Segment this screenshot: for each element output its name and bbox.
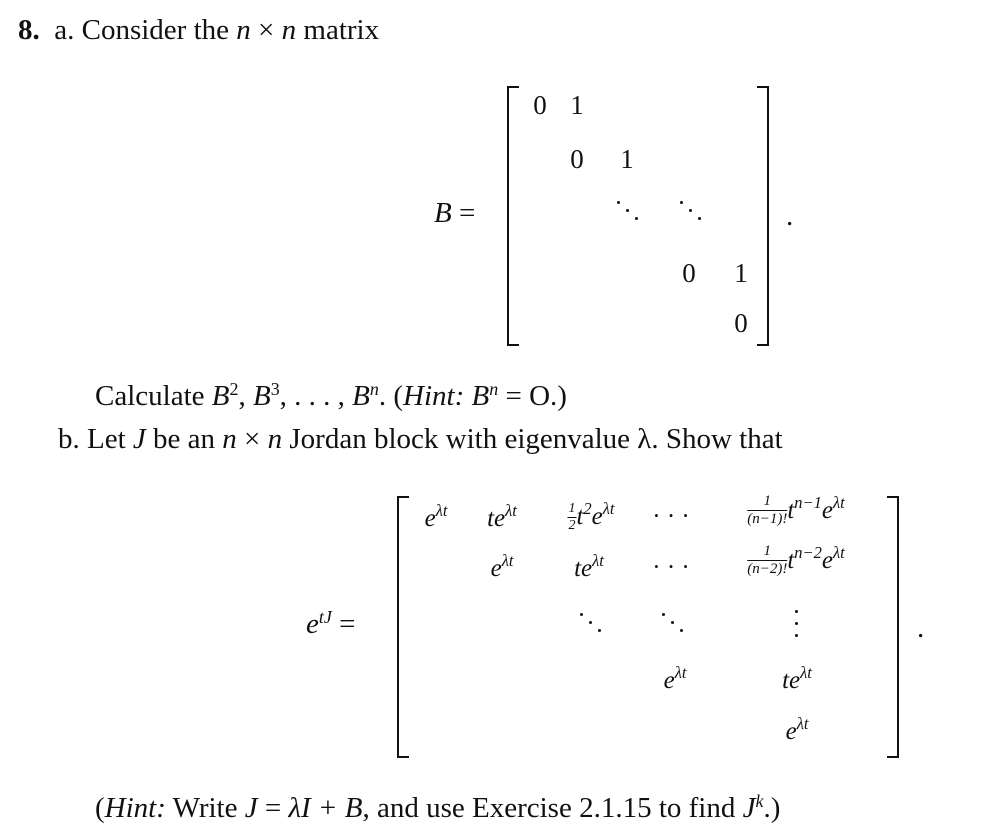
power-exponent: 2	[229, 379, 239, 400]
ddots-mark	[689, 209, 692, 212]
equals-sign: =	[505, 380, 522, 412]
equals-sign: =	[339, 608, 356, 640]
fraction-one-half: $\frac{1}{2}$	[568, 500, 576, 533]
hint-label: Hint:	[403, 380, 465, 412]
ddots-mark	[580, 613, 583, 616]
entry-frac1: $\frac{1}{(n-1)!}$ $t^{n-1}e^{\lambda t}$	[747, 492, 845, 527]
matrix-b-lhs	[434, 197, 475, 230]
ddots-mark	[698, 217, 701, 220]
fraction-n-minus-2: $\frac{1}{(n-2)!}$	[747, 542, 788, 577]
power-exponent: n	[489, 379, 499, 400]
power-base: B	[352, 380, 370, 412]
paren: .)	[550, 380, 567, 412]
paren: (	[95, 792, 105, 824]
ddots-mark	[626, 209, 629, 212]
part-a-heading	[18, 14, 379, 47]
e-base: e	[306, 608, 319, 640]
calculate-word: Calculate	[95, 380, 205, 412]
paren: (	[393, 380, 404, 412]
entry-exp: $e^{\lambda t}$	[424, 500, 448, 532]
ddots-mark	[662, 613, 665, 616]
power-exponent: n	[369, 379, 379, 400]
power-base: B	[252, 380, 271, 412]
matrix-entry: 0	[570, 144, 584, 174]
vdots-mark	[795, 634, 798, 637]
entry-exp: $e^{\lambda t}$	[785, 713, 809, 745]
entry-t-exp: $te^{\lambda t}$	[782, 662, 812, 694]
matrix-entry: 0	[533, 90, 547, 120]
n-symbol: n	[267, 423, 283, 455]
exponent: k	[755, 791, 764, 812]
matrix-word: matrix	[303, 14, 380, 46]
n-symbol: n	[236, 14, 251, 46]
calculate-line: Calculate $B^2$, $B^3$, . . . , $B^n$. (Hint: $B^n = O$.)	[95, 379, 567, 412]
ellipsis: , . . . ,	[279, 380, 345, 412]
ddots-mark	[671, 621, 674, 624]
period: .	[786, 200, 794, 232]
n-symbol: n	[222, 423, 237, 455]
text: Let	[87, 423, 126, 455]
part-b-heading	[58, 423, 783, 456]
matrix-entry: 0	[682, 258, 696, 288]
ddots-mark	[680, 201, 683, 204]
ddots-mark	[589, 621, 592, 624]
right-bracket	[887, 496, 899, 758]
b-variable: B	[434, 197, 452, 229]
j-variable: J	[742, 792, 756, 824]
ddots-mark	[680, 629, 683, 632]
entry-t-exp: $te^{\lambda t}$	[574, 550, 604, 582]
text: be an	[153, 423, 216, 455]
part-b-label: b.	[58, 423, 80, 455]
left-bracket	[397, 496, 409, 758]
lambda-symbol: λ	[637, 423, 652, 455]
j-variable: J	[132, 423, 146, 455]
text: , and use Exercise 2.1.15 to find	[362, 792, 736, 824]
ddots-mark	[617, 201, 620, 204]
power-base: B	[211, 380, 230, 412]
exponent: tJ	[318, 607, 332, 628]
n-symbol: n	[281, 14, 297, 46]
formula-rhs: λI + B	[288, 792, 363, 824]
equals-sign: =	[264, 792, 282, 824]
hint-label: Hint:	[104, 792, 166, 824]
entry-frac2: $\frac{1}{(n-2)!}$ $t^{n-2}e^{\lambda t}$	[747, 542, 845, 577]
times-symbol: ×	[258, 14, 275, 46]
matrix-entry: 0	[734, 308, 748, 338]
equals-sign: =	[458, 197, 476, 229]
period: .	[917, 612, 925, 644]
entry-exp: $e^{\lambda t}$	[490, 550, 514, 582]
entry-exp: $e^{\lambda t}$	[663, 662, 687, 694]
part-a-label: a.	[54, 14, 75, 46]
left-bracket	[507, 86, 519, 346]
entry-t-exp: $te^{\lambda t}$	[487, 500, 517, 532]
text: Write	[172, 792, 238, 824]
text: Jordan block with eigenvalue	[289, 423, 631, 455]
paren: .)	[763, 792, 781, 824]
entry-half-t2-exp: $\frac{1}{2}$ $t^2e^{\lambda t}$	[568, 499, 615, 533]
matrix-entry: 1	[620, 144, 634, 174]
part-a-intro: Consider the	[81, 14, 230, 46]
fraction-n-minus-1: $\frac{1}{(n-1)!}$	[747, 492, 788, 527]
ddots-mark	[598, 629, 601, 632]
vdots-mark	[795, 622, 798, 625]
times-symbol: ×	[244, 423, 261, 455]
power-exponent: 3	[270, 379, 280, 400]
zero-matrix: O	[529, 380, 551, 412]
vdots-mark	[795, 610, 798, 613]
cdots: · · ·	[652, 503, 690, 530]
matrix-etj-lhs	[306, 608, 355, 641]
text: . Show that	[651, 423, 783, 455]
cdots: · · ·	[652, 554, 690, 581]
power-base: B	[471, 380, 490, 412]
right-bracket	[757, 86, 769, 346]
j-variable: J	[244, 792, 258, 824]
matrix-entry: 1	[734, 258, 748, 288]
problem-number: 8.	[18, 14, 40, 46]
ddots-mark	[635, 217, 638, 220]
matrix-entry: 1	[570, 90, 584, 120]
part-b-hint	[95, 792, 780, 825]
